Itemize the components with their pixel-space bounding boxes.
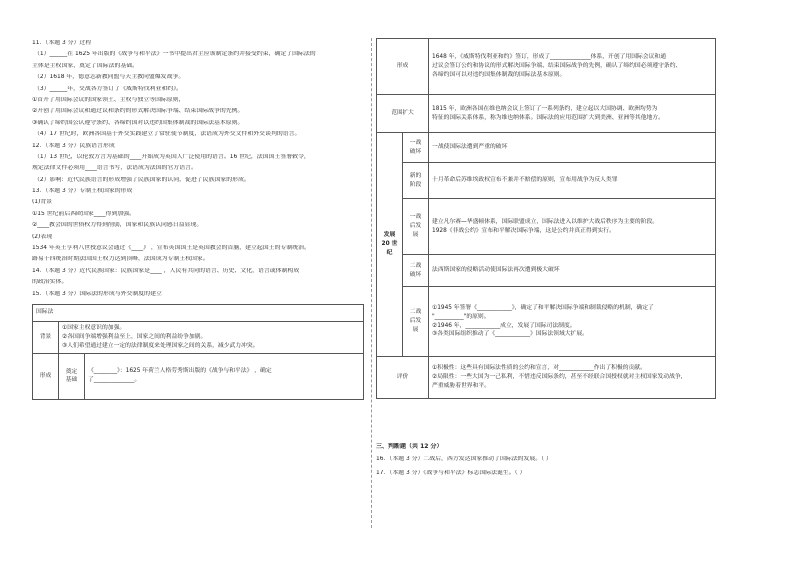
evaluation-line-2: ②局限性：一些大国为一己私利，不惜违反国际条约，甚至不经联合国授权就对主权国家发动战争， [432, 374, 687, 380]
ww2-damage-line-1: 法西斯国家的侵略活动使国际法再次遭到极大破坏 [432, 267, 560, 273]
basis-line-1: 《________》：1625 年荷兰人格劳秀斯出版的《战争与和平法》 ，确定 [88, 368, 272, 375]
q13-line-1: (1)背景 [32, 199, 53, 206]
row-expansion-line-2: 特征的国际关系体系，称为维也纳体系。国际法的应用范围扩大到美洲、亚洲等其他地方。 [432, 114, 664, 121]
group-label-20th-century [377, 133, 403, 357]
q11-line-7: ③确认了缔约国公认遵守条约、各缔约国对以违约国集体制裁的国际法基本原则。 [32, 119, 244, 126]
q13-line-4: (2)表现 [32, 233, 53, 240]
post-ww1-label-2: 后发 [409, 223, 422, 230]
q13-line-6: 路易十四统治时期法国国王权力达到顶峰，法国成为专制王权国家。 [32, 256, 209, 263]
ww1-damage-label-2: 破坏 [409, 148, 422, 155]
ww1-damage-label-1: 一战 [409, 139, 422, 146]
q12-line-3: （2）影响：近代民族语言的形成增强了民族国家的认同，促进了民族国家的形成。 [34, 176, 250, 183]
formation-label: 形成 [33, 353, 59, 399]
background-line-1: ①国家主权意识的加强。 [62, 324, 126, 331]
background-line-2: ②各国间争端增强利益至上，国家之间的利益纷争加剧。 [62, 333, 207, 340]
q12-line-2: 规定法律文件必须用____语言书写，法语成为法国的官方语言。 [32, 165, 197, 172]
row-formation-line-3: 各缔约国可以对违约国集体制裁的国际法基本原则。 [432, 71, 566, 78]
row-formation-content [429, 39, 716, 95]
ww2-damage-label-1: 二战 [409, 262, 422, 269]
q14-title: 14．（本题 3 分）近代民族国家：民族国家是____ ，人民有共同的语言、历史、文化，语言或体制构成 [32, 267, 300, 274]
q13-title: 13．（本题 3 分）专制王权国家的形成 [32, 188, 133, 195]
new-stage-label-1: 新的 [409, 172, 422, 179]
post-ww2-label [403, 287, 429, 357]
ww1-damage-content [429, 133, 716, 163]
new-stage-label [403, 163, 429, 199]
ww2-damage-label-2: 破坏 [409, 271, 422, 278]
new-stage-label-2: 阶段 [409, 181, 422, 188]
group-label-1: 发展 [383, 232, 396, 239]
q12-line-1: （1）13 世纪，以伦敦方言为基础的____开始成为英国人广泛使用的语言。16 世纪，法国国王签署敕令， [34, 153, 310, 160]
q11-line-4: （3）______年，交战各方签订了《威斯特伐利亚和约》。 [34, 85, 183, 92]
post-ww2-line-2: "__________"的原则。 [432, 313, 490, 320]
evaluation-label: 评价 [377, 357, 429, 399]
evaluation-line-1: ①积极性：这些具有国际法性质的公约和宣言，对____________作出了积极的贡献。 [432, 365, 646, 372]
background-label: 背景 [33, 321, 59, 353]
q11-line-2: 主体是主权国家，奠定了国际法的基础。 [32, 62, 139, 69]
row-expansion-content [429, 95, 716, 133]
basis-label-2: 基础 [65, 377, 78, 384]
post-ww2-label-3: 展 [412, 326, 419, 333]
q14-line-2: 的政治实体。 [32, 279, 68, 286]
q11-line-8: （4）17 世纪时，欧洲各国基于外交实践建立了常驻使节制度，法语成为外交文件和外交谈判的语言。 [34, 131, 301, 138]
post-ww1-label-3: 展 [412, 231, 419, 238]
post-ww2-line-1: ①1945 年签署《____________》，确定了和平解决国际争端和制裁侵略的机制，确定了 [432, 304, 654, 311]
ww2-damage-label [403, 255, 429, 287]
row-formation-line-1: 1648 年，《威斯特伐利亚和约》签订，形成了______________体系，开创了用国际会议和通 [432, 54, 666, 61]
left-column [32, 40, 364, 400]
post-ww2-line-3: ②1946 年，____________成立，发展了国际司法制度。 [432, 322, 576, 329]
new-stage-line-1: 十月革命后苏维埃政权宣布不兼并不赔偿的原则，宣布用战争为反人类罪 [432, 177, 618, 183]
post-ww1-content [429, 199, 716, 255]
group-label-3: 纪 [386, 249, 393, 256]
section-3 [376, 443, 716, 481]
q11-line-1: （1）______在 1625 年出版的《战争与和平法》一书中提出君主应该制定条约并接受约束，确定了国际法的 [34, 51, 316, 58]
basis-line-2: 了______________。 [88, 377, 141, 384]
new-stage-content [429, 163, 716, 199]
q11-line-5: ①首开了用国际会议的国家领土、主权与独立等国际原则， [32, 96, 185, 103]
row-formation-line-2: 过议会签订公约和协议的形式解决国际争端、结束国际战争的先例，确认了缔约国必须遵守条约、 [432, 63, 682, 69]
basis-content [85, 353, 364, 399]
ww1-damage-line-1: 一战使国际法遭到严重的破坏 [432, 144, 508, 150]
group-label-2: 20 世 [381, 241, 398, 248]
column-divider [371, 38, 372, 528]
post-ww1-line-2: 1928《非战公约》宣布和平解决国际争端，这是公约并真正得到实行。 [432, 227, 615, 234]
basis-label-1: 奠定 [65, 368, 78, 375]
question-16: 16．（本题 3 分）二战后，西方发达国家推动了国际法的发展。（ ） [376, 456, 552, 463]
row-expansion-line-1: 1815 年，欧洲各国在维也纳会议上签订了一系列条约，建立起以大国协调、欧洲均势为 [432, 105, 658, 112]
post-ww1-line-1: 建立凡尔赛—华盛顿体系，国际联盟成立，国际法进入以维护大战后秩序为主要的阶段。 [432, 218, 659, 225]
evaluation-content [429, 357, 716, 399]
q13-line-3: ②____教会国的世俗权力得到削弱，国家和民族认同感日益显现。 [32, 222, 203, 229]
ww1-damage-label [403, 133, 429, 163]
table-header: 国际法 [33, 304, 364, 321]
q11-line-3: （2）1618 年，德意志新教同盟与天主教同盟爆发战争。 [34, 74, 185, 81]
post-ww2-content [429, 287, 716, 357]
intl-law-table-right [376, 38, 716, 399]
q13-line-5: 1534 年英王亨利八世授意议会通过《____》 ，宣布英国国王是英国教会的首脑，建立起国王的专制统治。 [32, 245, 310, 252]
post-ww1-label [403, 199, 429, 255]
row-formation-label: 形成 [377, 39, 429, 95]
background-line-3: ③人们希望通过建立一定的法律制度来处理国家之间的关系，减少武力冲突。 [62, 342, 259, 349]
section-3-title: 三、判断题（共 12 分） [376, 443, 443, 450]
q15-title: 15．（本题 3 分）国际法的形成与外交制度的建立 [32, 290, 162, 297]
background-content [59, 321, 364, 353]
post-ww2-label-2: 后发 [409, 318, 422, 325]
post-ww2-label-1: 二战 [409, 309, 422, 316]
right-column [376, 38, 716, 481]
post-ww1-label-1: 一战 [409, 214, 422, 221]
evaluation-line-3: 严重威胁着世界和平。 [432, 382, 490, 389]
row-expansion-label: 范围扩大 [377, 95, 429, 133]
question-17: 17．（本题 3 分）《战争与和平法》标志国际法诞生。（ ） [376, 469, 526, 476]
post-ww2-line-4: ③各类国际组织推动了《____________》国际法领域大扩展。 [432, 331, 588, 338]
intl-law-table-left [32, 304, 364, 400]
q11-line-6: ②开创了用国际会议和通过议和条约的形式解决国际争端、结束国际战争的先例。 [32, 108, 244, 115]
ww2-damage-content [429, 255, 716, 287]
q13-line-2: ①15 世纪前后西欧国家____得到加强。 [32, 210, 136, 217]
q12-title: 12．（本题 3 分）民族语言形成 [32, 142, 115, 149]
basis-label [59, 353, 85, 399]
q11-title: 11．（本题 3 分）过程 [32, 40, 92, 46]
